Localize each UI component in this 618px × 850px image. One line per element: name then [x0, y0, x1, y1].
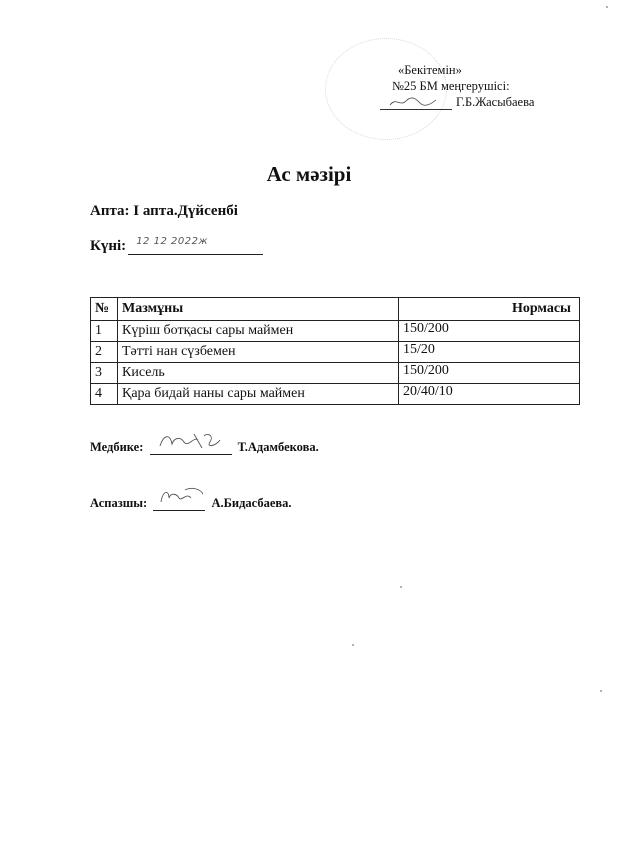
header-content: Мазмұны — [118, 298, 399, 321]
row-num: 4 — [91, 384, 118, 405]
date-handwritten: 12 12 2022ж — [136, 236, 208, 247]
approval-signature — [380, 97, 452, 110]
table-header-row — [91, 298, 580, 321]
week-value: I апта.Дүйсенбі — [133, 203, 238, 219]
row-num: 1 — [91, 321, 118, 342]
nurse-signature-row — [90, 440, 319, 455]
nurse-label: Медбике: — [90, 440, 144, 454]
table-row — [91, 321, 580, 342]
week-line — [90, 203, 238, 220]
cook-signature-row — [90, 496, 292, 511]
row-norm: 150/200 — [399, 321, 580, 342]
handwritten-signature-icon — [154, 430, 224, 452]
row-content: Қара бидай наны сары маймен — [118, 384, 399, 405]
row-norm: 15/20 — [399, 342, 580, 363]
week-label: Апта: — [90, 203, 130, 219]
scan-speck — [606, 6, 608, 8]
scan-speck — [352, 644, 354, 646]
approval-block — [380, 62, 580, 110]
date-label: Күні: — [90, 238, 127, 254]
handwritten-signature-icon — [388, 95, 438, 109]
nurse-signature — [150, 440, 232, 455]
cook-label: Аспазшы: — [90, 496, 148, 510]
row-num: 3 — [91, 363, 118, 384]
page-title: Ас мәзірі — [266, 162, 352, 186]
table-row — [91, 384, 580, 405]
row-content: Күріш ботқасы сары маймен — [118, 321, 399, 342]
date-line — [90, 238, 263, 255]
approval-heading: «Бекітемін» — [398, 63, 462, 77]
row-content: Тәтті нан сүзбемен — [118, 342, 399, 363]
cook-signature — [153, 496, 205, 511]
date-field — [128, 238, 263, 255]
approval-name: Г.Б.Жасыбаева — [456, 95, 535, 109]
scan-speck — [400, 586, 402, 588]
menu-table — [90, 297, 580, 405]
row-content: Кисель — [118, 363, 399, 384]
header-norm: Нормасы — [399, 298, 580, 321]
row-norm: 150/200 — [399, 363, 580, 384]
table-row — [91, 363, 580, 384]
approval-position: №25 БМ меңгерушісі: — [392, 79, 510, 93]
table-row — [91, 342, 580, 363]
approval-signature-line — [380, 94, 580, 110]
header-num: № — [91, 298, 118, 321]
handwritten-signature-icon — [157, 486, 207, 508]
cook-name: А.Бидасбаева. — [211, 496, 292, 510]
row-num: 2 — [91, 342, 118, 363]
scan-speck — [600, 690, 602, 692]
nurse-name: Т.Адамбекова. — [237, 440, 319, 454]
row-norm: 20/40/10 — [399, 384, 580, 405]
